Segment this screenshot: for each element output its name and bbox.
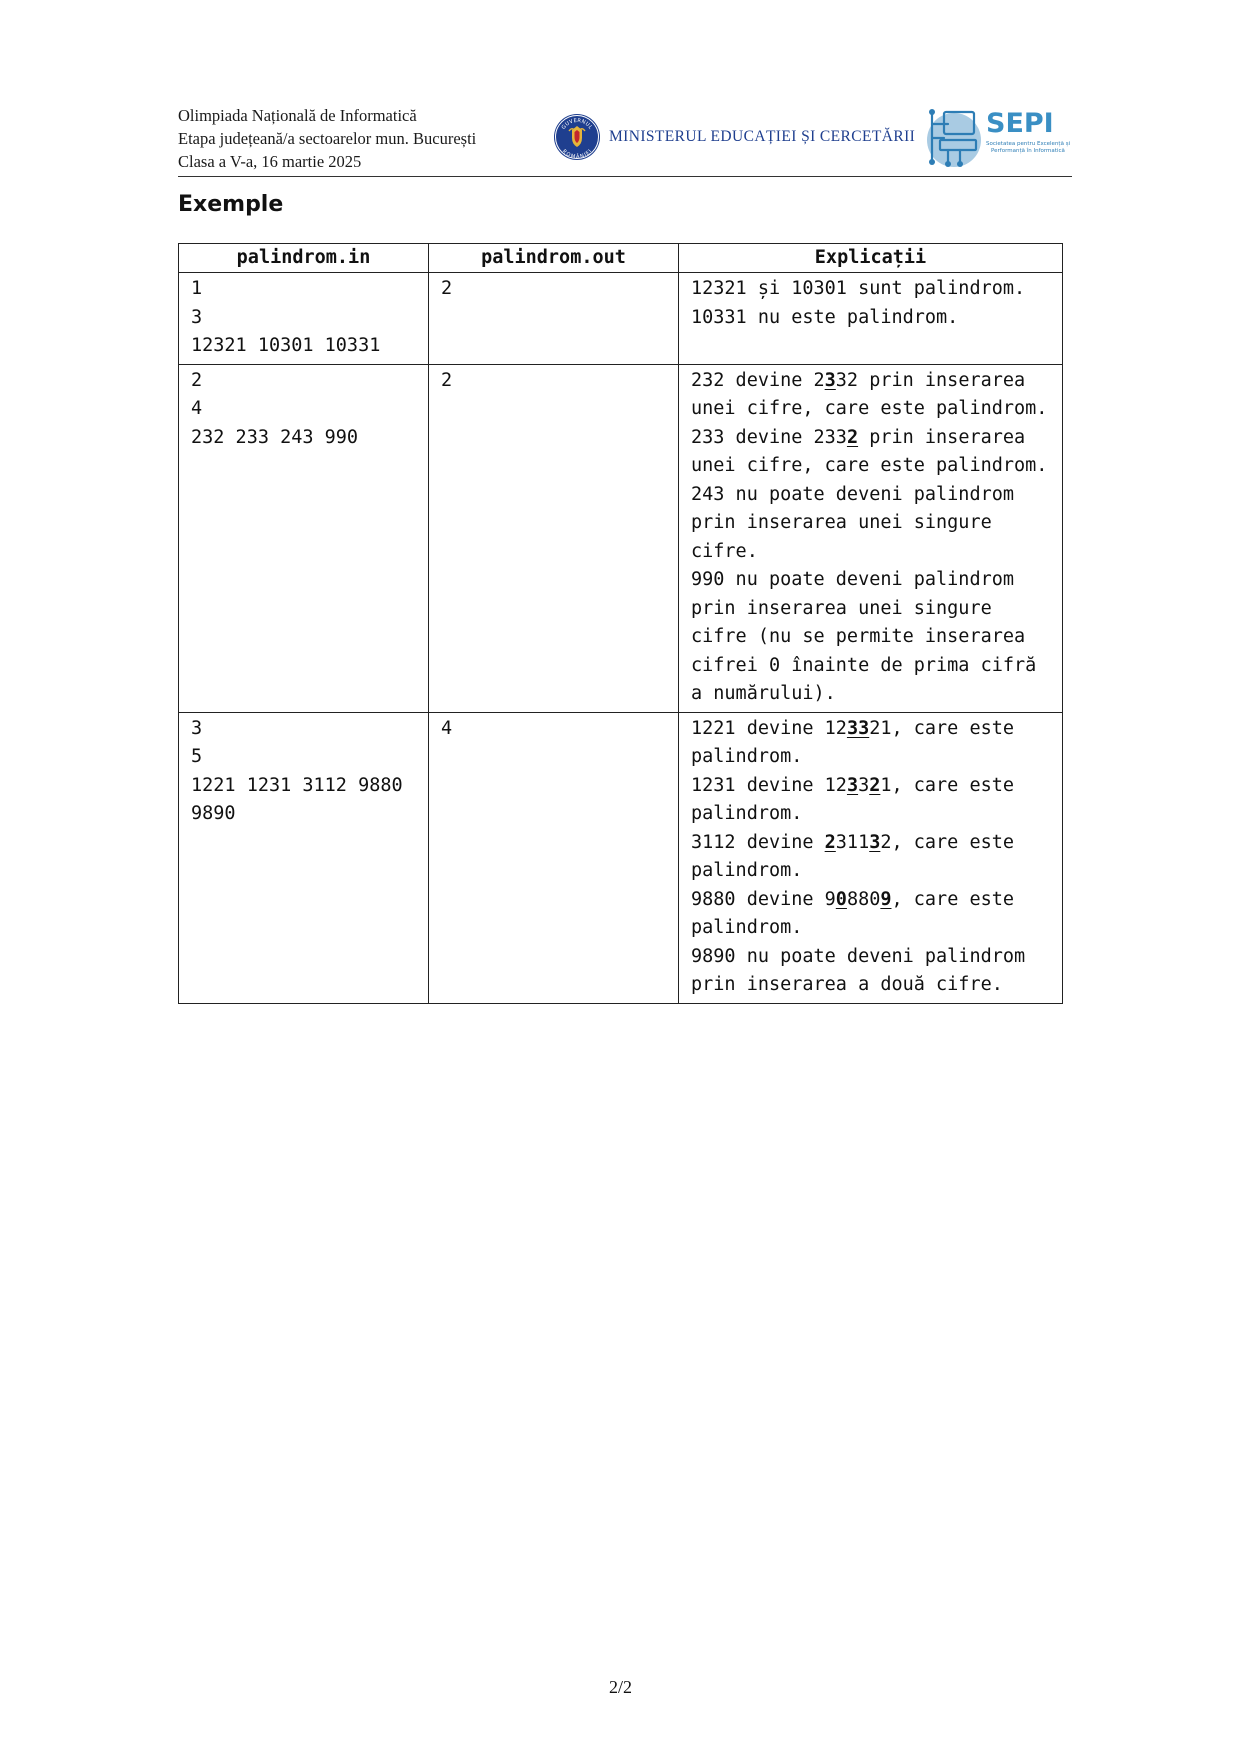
- explanation-text: prin inserarea unei cifre, care este palindrom.: [691, 426, 1048, 476]
- explanation-line: [691, 481, 1050, 567]
- explanation-text: 12321 și 10301 sunt palindrom.: [691, 278, 1026, 299]
- input-line: 3: [191, 306, 203, 328]
- table-row: [179, 273, 1063, 365]
- input-line: 5: [191, 746, 203, 767]
- input-line: 1: [191, 278, 203, 299]
- explanation-text: 3112 devine: [691, 831, 825, 853]
- column-header-output: palindrom.out: [429, 244, 679, 273]
- table-header-row: [179, 244, 1063, 273]
- explanation-text: 233 devine 233: [691, 426, 847, 448]
- input-line: 3: [191, 717, 203, 739]
- column-header-input: palindrom.in: [179, 244, 429, 273]
- explanation-text: 9880 devine 9: [691, 888, 836, 910]
- explanation-line: [691, 275, 1050, 304]
- explanation-text: 880: [846, 888, 881, 910]
- sepi-logo: [926, 104, 1072, 170]
- explanation-text: 1, care este palindrom.: [691, 774, 1015, 824]
- inserted-digit: 3: [824, 369, 836, 391]
- inserted-digit: 2: [824, 831, 836, 853]
- svg-text:Performanță în Informatică: Performanță în Informatică: [991, 148, 1065, 154]
- input-line: 4: [191, 398, 203, 419]
- table-body: [179, 273, 1063, 1004]
- svg-text:Societatea pentru Excelență și: Societatea pentru Excelență și: [986, 141, 1071, 147]
- output-value: 2: [441, 278, 453, 299]
- input-cell: [179, 273, 429, 365]
- input-cell: [179, 712, 429, 1003]
- explanation-text: 990 nu poate deveni palindrom prin inserarea unei singure cifre (nu se permite inserarea cifrei 0 înainte de prima cifră a numărului).: [691, 569, 1037, 704]
- input-line: 1221 1231 3112 9880 9890: [191, 774, 414, 824]
- contest-name: Olimpiada Națională de Informatică: [178, 106, 417, 125]
- explanation-line: [691, 367, 1050, 424]
- explanation-text: , care este palindrom.: [691, 888, 1015, 938]
- output-value: 4: [441, 717, 453, 739]
- svg-text:ROMÂNIEI: ROMÂNIEI: [560, 148, 594, 161]
- explanation-line: [691, 566, 1050, 709]
- explanation-line: [691, 772, 1050, 829]
- svg-text:SEPI: SEPI: [986, 108, 1054, 139]
- section-title: Exemple: [178, 192, 284, 217]
- explanation-line: [691, 424, 1050, 481]
- explanation-cell: [679, 273, 1063, 365]
- explanation-text: 10331 nu este palindrom.: [691, 306, 959, 328]
- explanation-text: 9890 nu poate deveni palindrom prin inserarea a două cifre.: [691, 945, 1026, 995]
- contest-stage: Etapa județeană/a sectoarelor mun. București: [178, 129, 477, 148]
- output-cell: [429, 273, 679, 365]
- page-header: [178, 98, 1072, 177]
- table-row: [179, 364, 1063, 712]
- explanation-text: 1231 devine 12: [691, 774, 847, 796]
- explanation-line: [691, 943, 1050, 1000]
- explanation-text: 3: [858, 774, 870, 796]
- explanation-line: [691, 829, 1050, 886]
- government-seal-icon: [553, 113, 601, 161]
- explanation-cell: [679, 712, 1063, 1003]
- explanation-line: [691, 304, 1050, 333]
- contest-info: [178, 104, 476, 173]
- inserted-digit: 2: [869, 774, 881, 796]
- inserted-digit: 9: [880, 888, 892, 910]
- svg-text:GUVERNUL: GUVERNUL: [560, 117, 594, 131]
- inserted-digit: 0: [835, 888, 847, 910]
- output-value: 2: [441, 369, 453, 391]
- explanation-line: [691, 886, 1050, 943]
- explanation-cell: [679, 364, 1063, 712]
- explanation-line: [691, 715, 1050, 772]
- contest-class-date: Clasa a V-a, 16 martie 2025: [178, 152, 362, 171]
- inserted-digit: 2: [846, 426, 859, 448]
- explanation-text: 32 prin inserarea unei cifre, care este palindrom.: [691, 369, 1048, 419]
- inserted-digit: 3: [846, 774, 859, 796]
- explanation-text: 2, care este palindrom.: [691, 831, 1015, 881]
- examples-table: [178, 243, 1063, 1004]
- input-cell: [179, 364, 429, 712]
- explanation-text: 243 nu poate deveni palindrom prin inserarea unei singure cifre.: [691, 483, 1015, 562]
- output-cell: [429, 364, 679, 712]
- table-row: [179, 712, 1063, 1003]
- input-line: 12321 10301 10331: [191, 335, 381, 356]
- inserted-digit: 3: [869, 831, 881, 853]
- ministry-logo: [553, 112, 915, 162]
- page-number: 2/2: [608, 1677, 632, 1697]
- column-header-explanation: Explicații: [679, 244, 1063, 273]
- ministry-name: MINISTERUL EDUCAȚIEI ȘI CERCETĂRII: [609, 128, 916, 145]
- output-cell: [429, 712, 679, 1003]
- explanation-text: 21, care este palindrom.: [691, 717, 1015, 767]
- explanation-text: 232 devine 2: [691, 369, 825, 391]
- inserted-digit: 33: [846, 717, 870, 739]
- input-line: 232 233 243 990: [191, 426, 359, 448]
- input-line: 2: [191, 369, 203, 391]
- explanation-text: 311: [835, 831, 870, 853]
- explanation-text: 1221 devine 12: [691, 717, 847, 739]
